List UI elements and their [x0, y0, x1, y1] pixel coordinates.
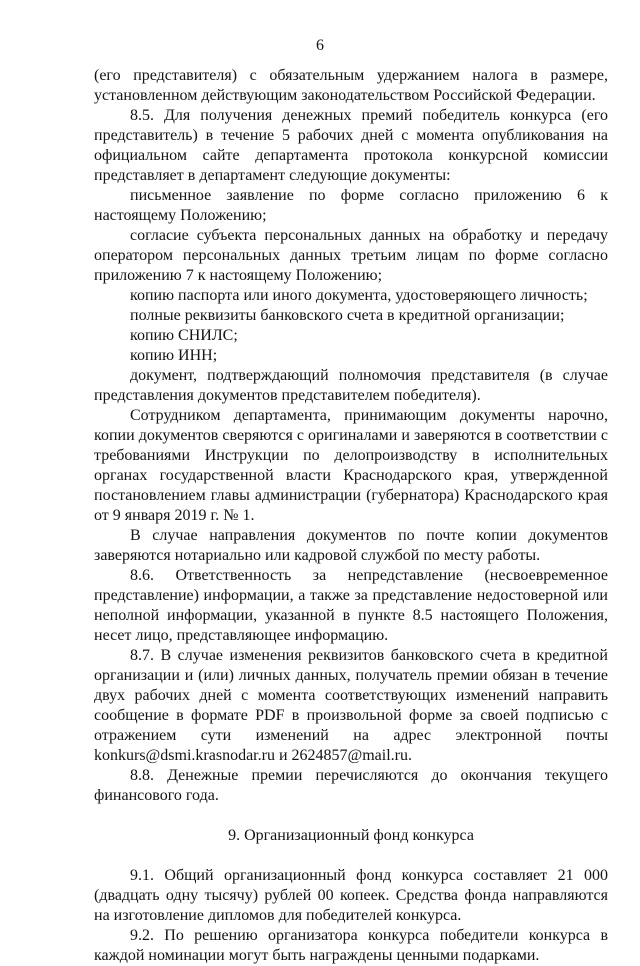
section-title: 9. Организационный фонд конкурса	[228, 827, 474, 844]
paragraph-mail-copies: В случае направления документов по почте копии документов заверяются нотариально или кадровой службой по месту работы.	[94, 527, 608, 564]
paragraph-continuation: (его представителя) с обязательным удержанием налога в размере, установленном действующим законодательством Российской Федерации.	[94, 67, 608, 104]
list-item-consent: согласие субъекта персональных данных на обработку и передачу оператором персональных данных третьим лицам по форме согласно приложению 7 к настоящему Положению;	[94, 227, 608, 284]
paragraph-8-7: 8.7. В случае изменения реквизитов банковского счета в кредитной организации и (или) личных данных, получатель премии обязан в течение двух рабочих дней с момента соответствующих изменений направить сообщение в формате PDF в произвольной форме за своей подписью с отражением сути изменений на адрес электронной почты konkurs@dsmi.krasnodar.ru и 2624857@mail.ru.	[94, 647, 608, 764]
paragraph-verification: Сотрудником департамента, принимающим документы нарочно, копии документов сверяются с оригиналами и заверяются в соответствии с требованиями Инструкции по делопроизводству в исполнительных органах государственной власти Краснодарского края, утвержденной постановлением главы администрации (губернатора) Краснодарского края от 9 января 2019 г. № 1.	[94, 407, 608, 524]
paragraph-9-2: 9.2. По решению организатора конкурса победители конкурса в каждой номинации могут быть награждены ценными подарками.	[94, 927, 608, 964]
list-item-passport: копию паспорта или иного документа, удостоверяющего личность;	[130, 287, 588, 304]
paragraph-8-8: 8.8. Денежные премии перечисляются до окончания текущего финансового года.	[94, 767, 608, 804]
list-item-application: письменное заявление по форме согласно приложению 6 к настоящему Положению;	[94, 187, 608, 224]
paragraph-8-5: 8.5. Для получения денежных премий победитель конкурса (его представитель) в течение 5 рабочих дней с момента опубликования на официальном сайте департамента протокола конкурсной комиссии представляет в департамент следующие документы:	[94, 107, 608, 184]
list-item-bank-details: полные реквизиты банковского счета в кредитной организации;	[130, 307, 565, 324]
paragraph-9-1: 9.1. Общий организационный фонд конкурса составляет 21 000 (двадцать одну тысячу) рублей 00 копеек. Средства фонда направляются на изготовление дипломов для победителей конкурса.	[94, 867, 608, 924]
list-item-authority-document: документ, подтверждающий полномочия представителя (в случае представления документов представителем победителя).	[94, 367, 608, 404]
page-number: 6	[316, 37, 324, 54]
paragraph-8-6: 8.6. Ответственность за непредставление (несвоевременное представление) информации, а также за представление недостоверной или неполной информации, указанной в пункте 8.5 настоящего Положения, несет лицо, представляющее информацию.	[94, 567, 608, 644]
list-item-inn: копию ИНН;	[130, 347, 218, 364]
document-body	[94, 66, 608, 966]
list-item-snils: копию СНИЛС;	[130, 327, 238, 344]
